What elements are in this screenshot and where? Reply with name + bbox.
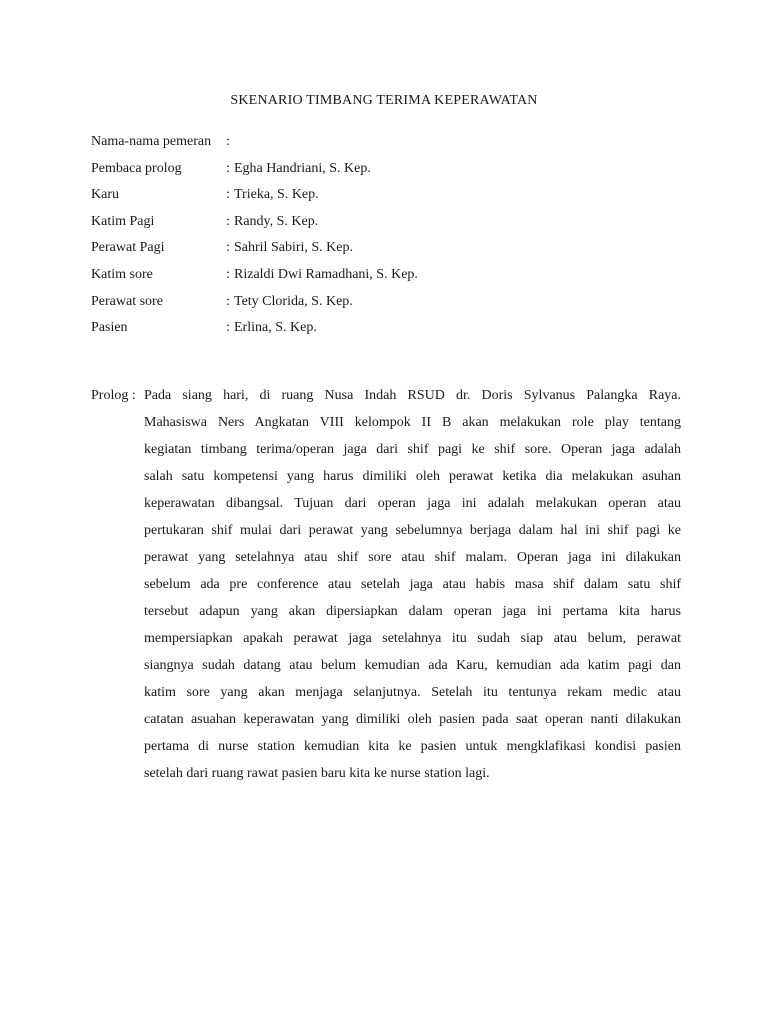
cast-row: [91, 156, 691, 183]
cast-row: [91, 289, 691, 316]
prolog-line: sebelum ada pre conference atau setelah jaga atau habis masa shif dalam satu shif: [144, 577, 681, 592]
cast-separator: :: [226, 240, 230, 256]
cast-list: [91, 129, 691, 342]
prolog-line: setelah dari ruang rawat pasien baru kita ke nurse station lagi.: [144, 766, 490, 781]
cast-separator: :: [226, 213, 230, 229]
cast-name: Egha Handriani, S. Kep.: [234, 160, 371, 176]
cast-name: Randy, S. Kep.: [234, 213, 319, 229]
prolog-line: mempersiapkan apakah perawat jaga setelahnya itu sudah siap atau belum, perawat: [144, 631, 681, 646]
cast-name: Erlina, S. Kep.: [234, 320, 317, 336]
prolog-line: salah satu kompetensi yang harus dimiliki oleh perawat ketika dia melakukan asuhan: [144, 469, 681, 484]
cast-name: Sahril Sabiri, S. Kep.: [234, 240, 353, 256]
prolog-paragraph: [144, 382, 681, 787]
cast-row: [91, 315, 691, 342]
cast-name: Rizaldi Dwi Ramadhani, S. Kep.: [234, 266, 418, 282]
cast-separator: :: [226, 320, 230, 336]
cast-header-separator: :: [226, 134, 230, 149]
prolog-line: keperawatan dibangsal. Tujuan dari operan jaga ini adalah melakukan operan atau: [144, 496, 681, 511]
cast-name: Tety Clorida, S. Kep.: [234, 293, 353, 309]
page-title: SKENARIO TIMBANG TERIMA KEPERAWATAN: [230, 93, 538, 108]
cast-header: [91, 129, 691, 156]
cast-separator: :: [226, 160, 230, 176]
cast-header-label: Nama-nama pemeran: [91, 134, 212, 149]
cast-row: [91, 262, 691, 289]
prolog-line: Mahasiswa Ners Angkatan VIII kelompok II B akan melakukan role play tentang: [144, 415, 681, 430]
prolog-line: tersebut adapun yang akan dipersiapkan dalam operan jaga ini pertama kita harus: [144, 604, 681, 619]
cast-separator: :: [226, 187, 230, 203]
cast-separator: :: [226, 266, 230, 282]
cast-separator: :: [226, 293, 230, 309]
cast-role: Pembaca prolog: [91, 160, 182, 176]
prolog-label: Prolog :: [91, 388, 136, 403]
cast-role: Katim Pagi: [91, 213, 155, 229]
cast-role: Perawat sore: [91, 293, 163, 309]
cast-role: Karu: [91, 187, 119, 203]
prolog-line: siangnya sudah datang atau belum kemudian ada Karu, kemudian ada katim pagi dan: [144, 658, 681, 673]
cast-role: Perawat Pagi: [91, 240, 165, 256]
prolog-line: pertukaran shif mulai dari perawat yang sebelumnya berjaga dalam hal ini shif pagi ke: [144, 523, 681, 538]
cast-role: Pasien: [91, 320, 128, 336]
cast-row: [91, 235, 691, 262]
cast-row: [91, 209, 691, 236]
prolog-line: pertama di nurse station kemudian kita ke pasien untuk mengklafikasi kondisi pasien: [144, 739, 681, 754]
prolog-line: kegiatan timbang terima/operan jaga dari shif pagi ke shif sore. Operan jaga adalah: [144, 442, 681, 457]
prolog-section: [91, 382, 681, 787]
prolog-line: perawat yang setelahnya atau shif sore atau shif malam. Operan jaga ini dilakukan: [144, 550, 681, 565]
prolog-line: catatan asuahan keperawatan yang dimiliki oleh pasien pada saat operan nanti dilakukan: [144, 712, 681, 727]
cast-row: [91, 182, 691, 209]
prolog-line: Pada siang hari, di ruang Nusa Indah RSUD dr. Doris Sylvanus Palangka Raya.: [144, 388, 681, 403]
cast-name: Trieka, S. Kep.: [234, 187, 319, 203]
prolog-line: katim sore yang akan menjaga selanjutnya. Setelah itu tentunya rekam medic atau: [144, 685, 681, 700]
cast-role: Katim sore: [91, 266, 153, 282]
